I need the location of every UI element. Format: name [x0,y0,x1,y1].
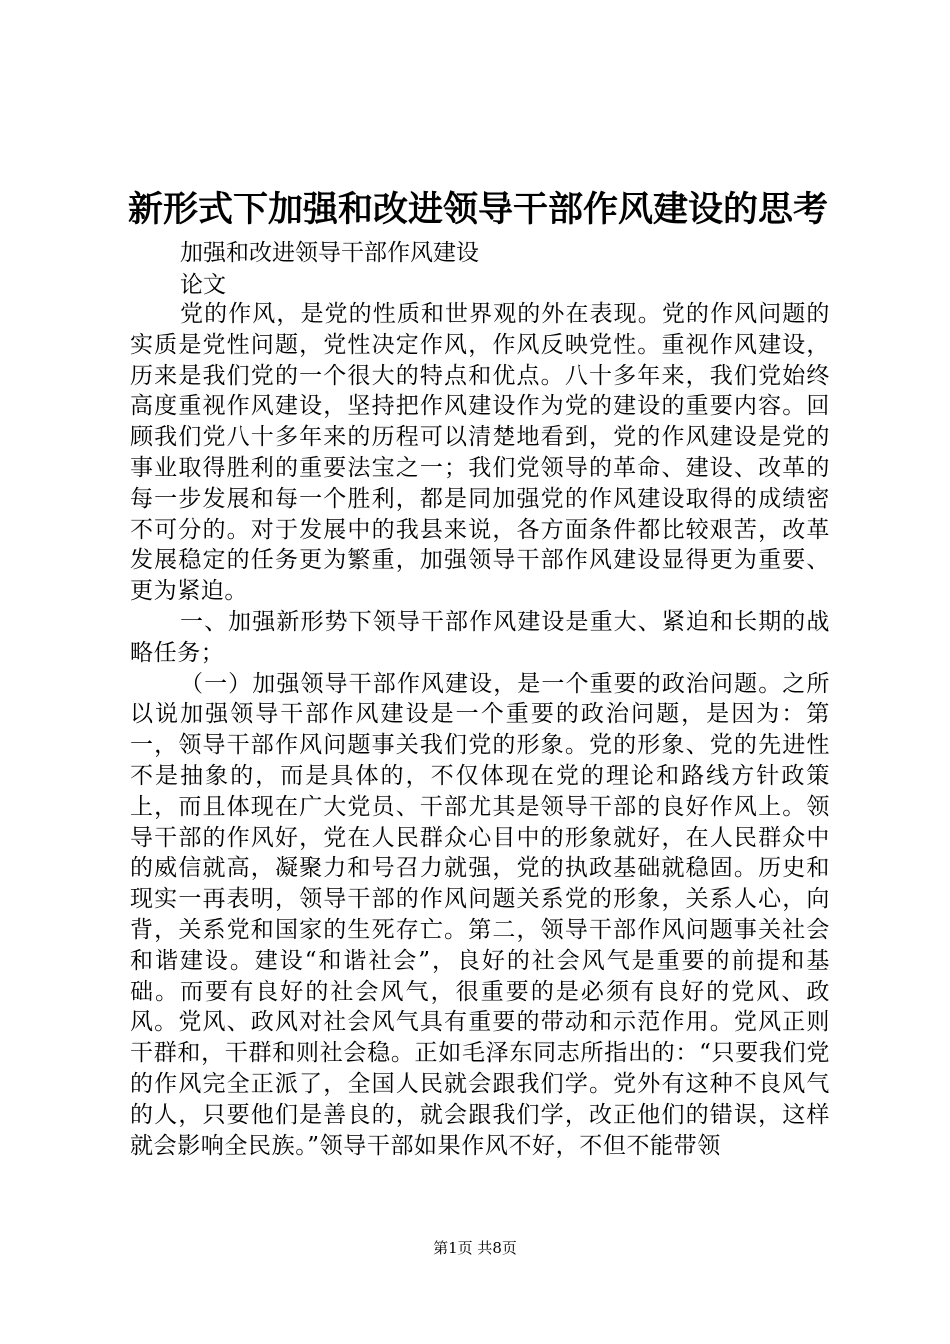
document-body [130,299,830,1161]
paragraph-political-issue: （一）加强领导干部作风建设，是一个重要的政治问题。之所以说加强领导干部作风建设是一个重要的政治问题，是因为：第一，领导干部作风问题事关我们党的形象。党的形象、党的先进性不是抽象的，而是具体的，不仅体现在党的理论和路线方针政策上，而且体现在广大党员、干部尤其是领导干部的良好作风上。领导干部的作风好，党在人民群众心目中的形象就好，在人民群众中的威信就高，凝聚力和号召力就强，党的执政基础就稳固。历史和现实一再表明，领导干部的作风问题关系党的形象，关系人心，向背，关系党和国家的生死存亡。第二，领导干部作风问题事关社会和谐建设。建设“和谐社会”，良好的社会风气是重要的前提和基础。而要有良好的社会风气，很重要的是必须有良好的党风、政风。党风、政风对社会风气具有重要的带动和示范作用。党风正则干群和，干群和则社会稳。正如毛泽东同志所指出的：“只要我们党的作风完全正派了，全国人民就会跟我们学。党外有这种不良风气的人，只要他们是善良的，就会跟我们学，改正他们的错误，这样就会影响全民族。”领导干部如果作风不好，不但不能带领 [130,670,830,1159]
document-title: 新形式下加强和改进领导干部作风建设的思考 [128,189,829,230]
paragraph-section-heading: 一、加强新形势下领导干部作风建设是重大、紧迫和长期的战略任务； [130,608,830,666]
paragraph-intro: 党的作风，是党的性质和世界观的外在表现。党的作风问题的实质是党性问题，党性决定作风，作风反映党性。重视作风建设，历来是我们党的一个很大的特点和优点。八十多年来，我们党始终高度重视作风建设，坚持把作风建设作为党的建设的重要内容。回顾我们党八十多年来的历程可以清楚地看到，党的作风建设是党的事业取得胜利的重要法宝之一；我们党领导的革命、建设、改革的每一步发展和每一个胜利，都是同加强党的作风建设取得的成绩密不可分的。对于发展中的我县来说，各方面条件都比较艰苦，改革发展稳定的任务更为繁重，加强领导干部作风建设显得更为重要、更为紧迫。 [130,301,830,605]
subtitle-line-1: 加强和改进领导干部作风建设 [180,240,479,266]
subtitle-line-2: 论文 [180,272,226,298]
page-footer: 第1页 共8页 [433,1239,517,1257]
